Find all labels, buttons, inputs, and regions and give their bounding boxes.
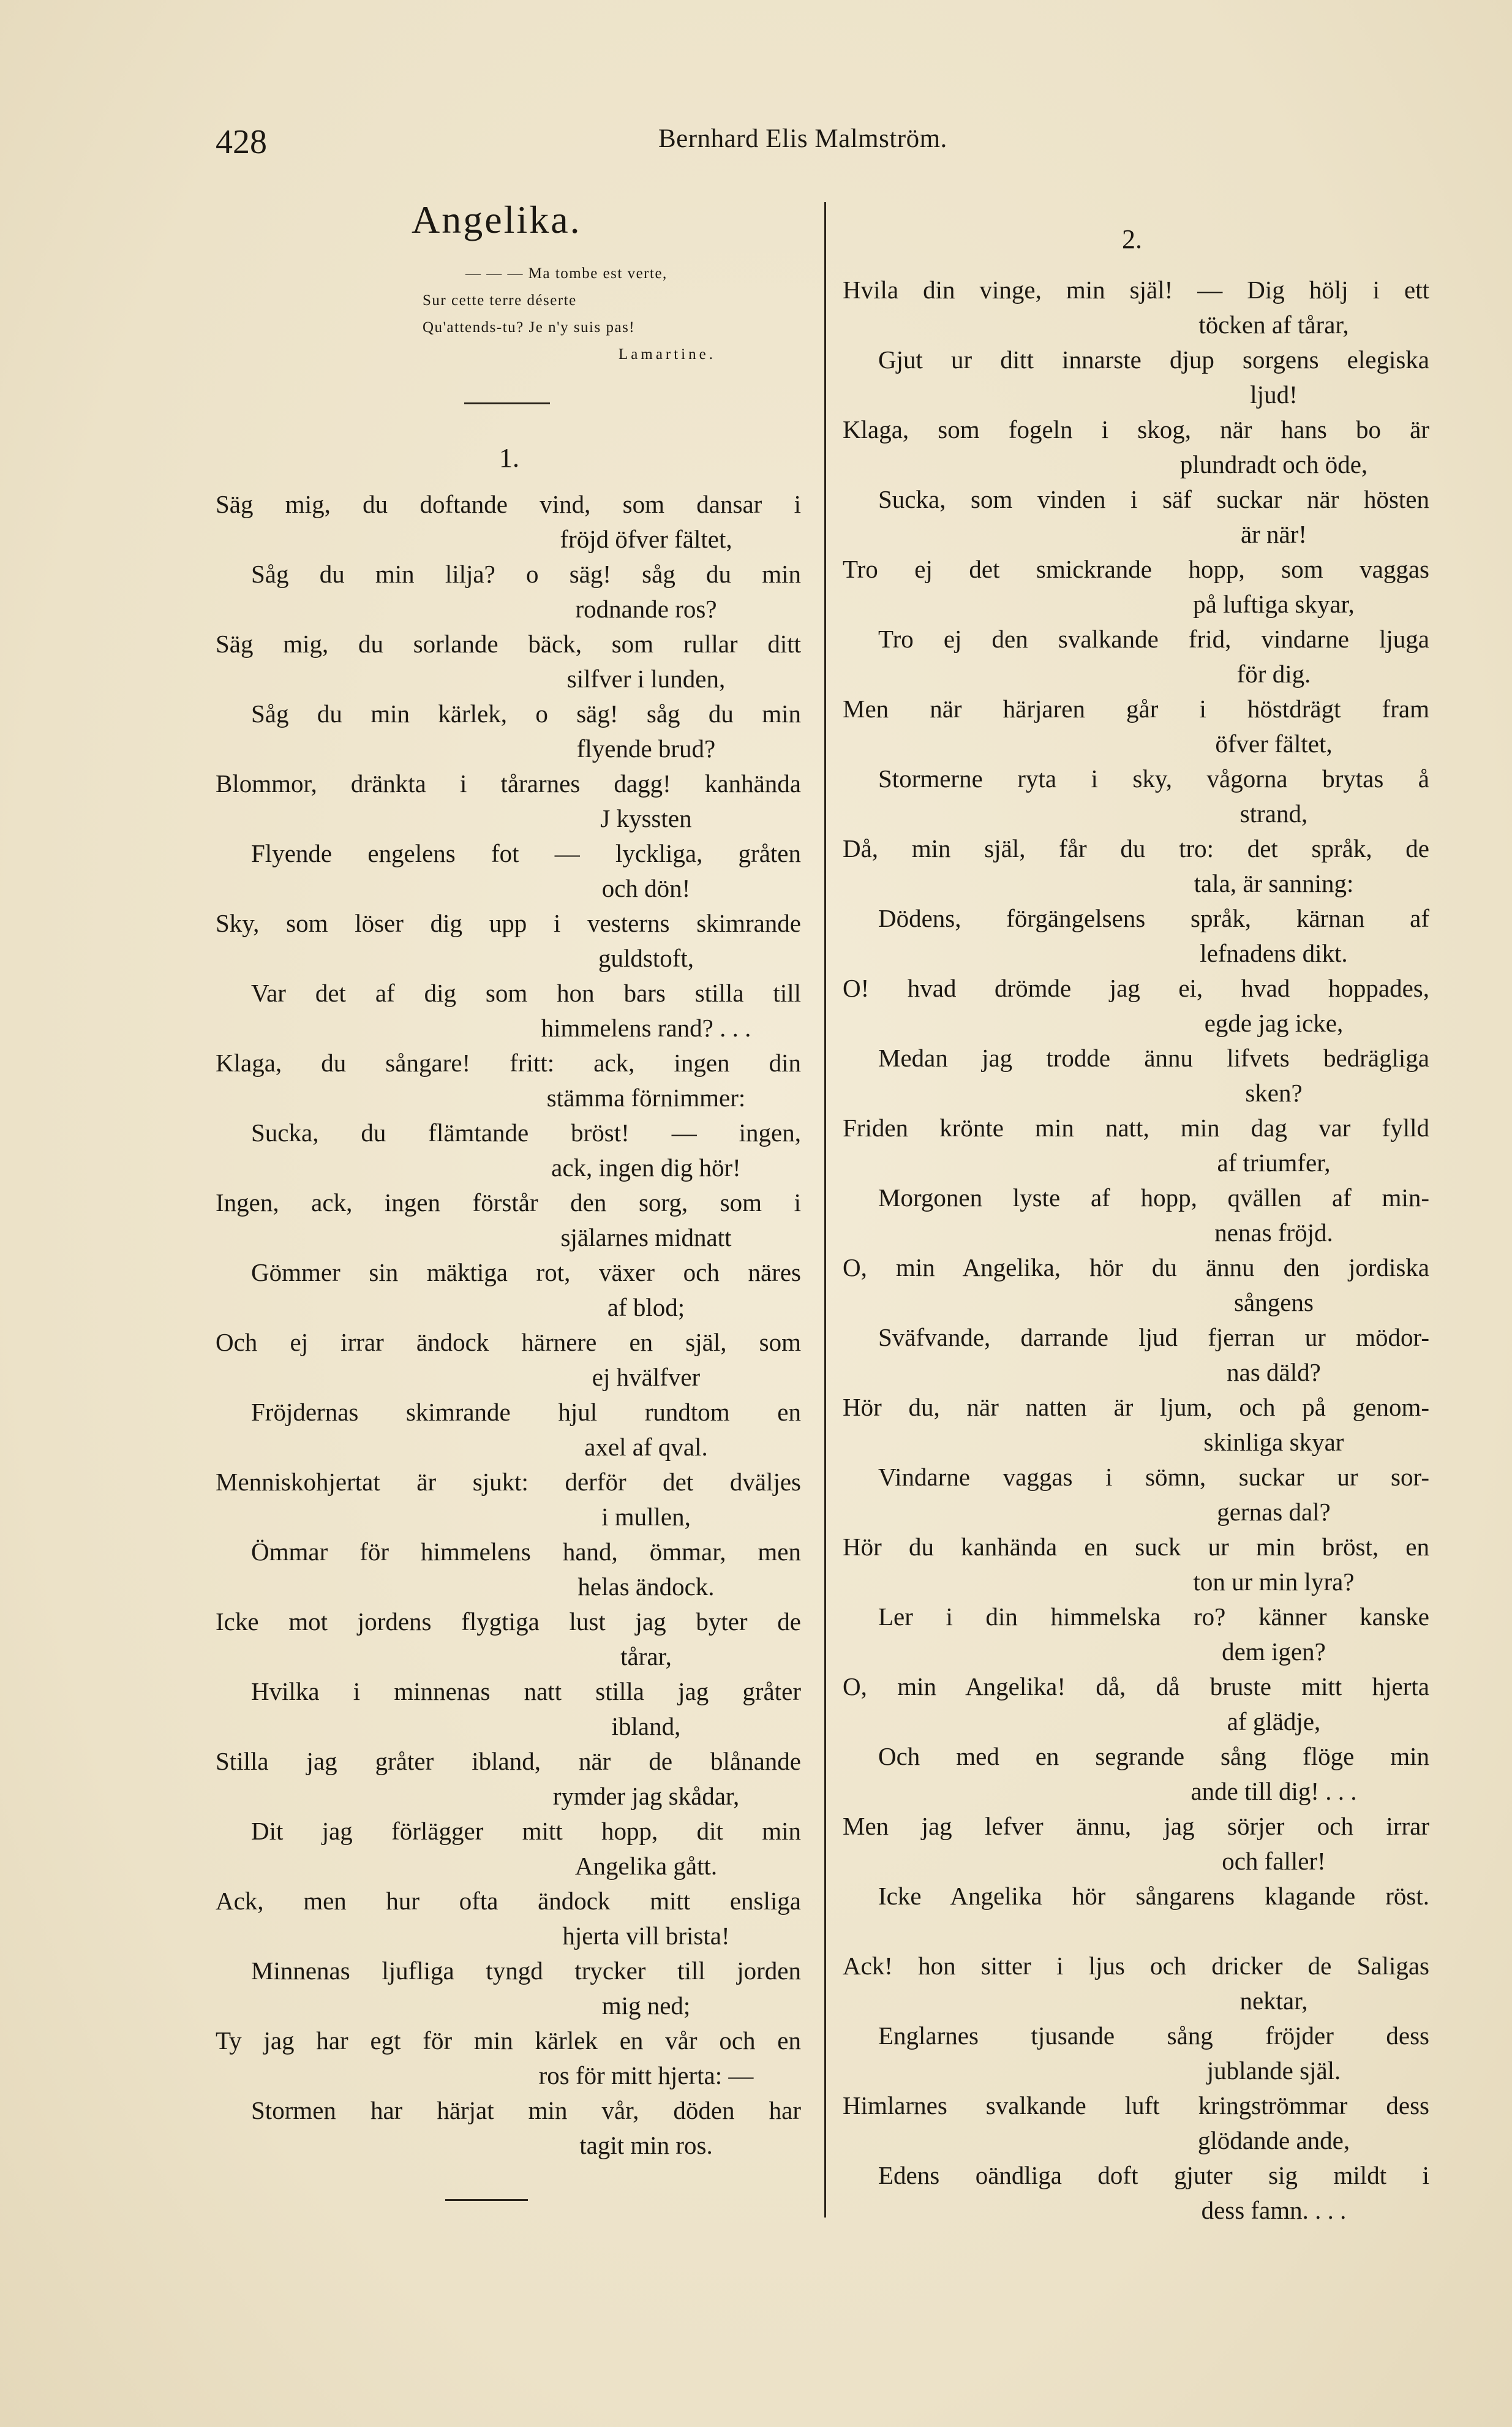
verse-continuation: helas ändock. [577, 1572, 715, 1601]
verse-line: Och med en segrande sång flöge min [878, 1742, 1429, 1770]
verse-continuation: för dig. [1236, 660, 1311, 688]
verse-line: Medan jag trodde ännu lifvets bedrägliga [878, 1044, 1429, 1072]
verse-continuation: töcken af tårar, [1198, 311, 1349, 339]
verse-continuation: fröjd öfver fältet, [560, 525, 732, 553]
section-number: 2. [1122, 224, 1142, 254]
verse-line: Himlarnes svalkande luft kringströmmar dess [843, 2091, 1429, 2119]
verse-continuation: och faller! [1222, 1847, 1326, 1875]
verse-continuation: J kyssten [600, 804, 692, 832]
verse-line: Flyende engelens fot — lyckliga, gråten [251, 839, 801, 867]
verse-continuation: mig ned; [601, 1991, 691, 2020]
verse-line: Klaga, som fogeln i skog, när hans bo är [843, 415, 1429, 444]
section-number: 1. [499, 443, 519, 473]
verse-line: O, min Angelika! då, då bruste mitt hjerta [843, 1672, 1429, 1700]
verse-line: Klaga, du sångare! fritt: ack, ingen din [216, 1049, 801, 1077]
verse-continuation: och dön! [601, 874, 691, 902]
verse-continuation: dess famn. . . . [1201, 2196, 1347, 2224]
verse-continuation: ibland, [611, 1712, 681, 1740]
running-title: Bernhard Elis Malmström. [658, 124, 947, 153]
verse-line: Ack, men hur ofta ändock mitt ensliga [216, 1887, 801, 1915]
verse-continuation: himmelens rand? . . . [541, 1014, 751, 1042]
verse-continuation: af triumfer, [1217, 1149, 1331, 1177]
verse-line: Edens oändliga doft gjuter sig mildt i [878, 2161, 1429, 2189]
verse-line: Säg mig, du doftande vind, som dansar i [216, 490, 801, 518]
verse-line: Sucka, som vinden i säf suckar när hösten [878, 485, 1429, 513]
verse-continuation: i mullen, [601, 1503, 691, 1531]
verse-continuation: rymder jag skådar, [552, 1782, 740, 1810]
verse-line: Englarnes tjusande sång fröjder dess [878, 2021, 1429, 2050]
verse-line: Menniskohjertat är sjukt: derför det dväljes [216, 1468, 801, 1496]
verse-line: Då, min själ, får du tro: det språk, de [843, 834, 1429, 862]
verse-continuation: jublande själ. [1206, 2056, 1341, 2085]
verse-continuation: silfver i lunden, [566, 665, 726, 693]
epigraph-line: Qu'attends-tu? Je n'y suis pas! [423, 319, 636, 336]
verse-line: Hör du kanhända en suck ur min bröst, en [843, 1533, 1429, 1561]
column-divider [824, 202, 826, 2218]
verse-continuation: sångens [1234, 1288, 1314, 1316]
verse-line: O, min Angelika, hör du ännu den jordiska [843, 1253, 1429, 1281]
verse-continuation: af blod; [607, 1293, 685, 1321]
verse-line: Såg du min lilja? o säg! såg du min [251, 560, 801, 588]
verse-line: Ack! hon sitter i ljus och dricker de Saligas [843, 1952, 1429, 1980]
verse-continuation: af glädje, [1227, 1707, 1321, 1735]
verse-continuation: Angelika gått. [574, 1852, 718, 1880]
epigraph-line: Sur cette terre déserte [423, 292, 577, 309]
verse-line: Tro ej det smickrande hopp, som vaggas [843, 555, 1429, 583]
verse-continuation: nas däld? [1227, 1358, 1321, 1386]
verse-line: Hvilka i minnenas natt stilla jag gråter [251, 1677, 801, 1705]
verse-line: Blommor, dränkta i tårarnes dagg! kanhända [216, 769, 801, 798]
epigraph [423, 260, 790, 368]
verse-line: Vindarne vaggas i sömn, suckar ur sor- [878, 1463, 1429, 1491]
verse-line: Men när härjaren går i höstdrägt fram [843, 695, 1429, 723]
verse-continuation: egde jag icke, [1204, 1009, 1344, 1037]
verse-continuation: öfver fältet, [1215, 730, 1333, 758]
verse-line: Sucka, du flämtande bröst! — ingen, [251, 1119, 801, 1147]
verse-line: Ler i din himmelska ro? känner kanske [878, 1602, 1429, 1631]
verse-line: Stormerne ryta i sky, vågorna brytas å [878, 764, 1429, 793]
verse-line: Ty jag har egt för min kärlek en vår och en [216, 2026, 801, 2055]
verse-continuation: ros för mitt hjerta: — [538, 2061, 754, 2089]
verse-line: Friden krönte min natt, min dag var fylld [843, 1114, 1429, 1142]
verse-continuation: lefnadens dikt. [1200, 939, 1348, 967]
verse-continuation: tala, är sanning: [1194, 869, 1354, 897]
verse-line: Hör du, när natten är ljum, och på genom- [843, 1393, 1429, 1421]
verse-line: Minnenas ljufliga tyngd trycker till jorden [251, 1957, 801, 1985]
verse-continuation: är när! [1240, 520, 1307, 548]
verse-line: Tro ej den svalkande frid, vindarne ljuga [878, 625, 1429, 653]
verse-line: Gjut ur ditt innarste djup sorgens elegiska [878, 345, 1429, 374]
verse-line: Gömmer sin mäktiga rot, växer och näres [251, 1258, 801, 1286]
verse-continuation: ack, ingen dig hör! [551, 1153, 741, 1182]
epigraph-author: Lamartine. [619, 346, 716, 363]
title-separator [464, 402, 550, 404]
verse-line: Fröjdernas skimrande hjul rundtom en [251, 1398, 801, 1426]
verse-line: Dit jag förlägger mitt hopp, dit min [251, 1817, 801, 1845]
verse-line: Sky, som löser dig upp i vesterns skimrande [216, 909, 801, 937]
verse-line: Icke Angelika hör sångarens klagande röst. [878, 1882, 1429, 1910]
verse-continuation: dem igen? [1222, 1637, 1326, 1666]
epigraph-line: — — — Ma tombe est verte, [465, 265, 668, 282]
verse-line: Dödens, förgängelsens språk, kärnan af [878, 904, 1429, 932]
page-number: 428 [216, 123, 267, 161]
verse-line: Morgonen lyste af hopp, qvällen af min- [878, 1183, 1429, 1212]
verse-line: Icke mot jordens flygtiga lust jag byter de [216, 1607, 801, 1636]
verse-line: Stilla jag gråter ibland, när de blånande [216, 1747, 801, 1775]
verse-continuation: själarnes midnatt [560, 1223, 732, 1251]
verse-line: Såg du min kärlek, o säg! såg du min [251, 700, 801, 728]
end-rule [445, 2199, 528, 2201]
verse-continuation: ljud! [1250, 380, 1298, 409]
verse-continuation: flyende brud? [576, 734, 716, 763]
verse-line: Ingen, ack, ingen förstår den sorg, som i [216, 1188, 801, 1217]
poem-title: Angelika. [412, 198, 582, 241]
verse-continuation: ton ur min lyra? [1193, 1568, 1355, 1596]
verse-continuation: nenas fröjd. [1214, 1218, 1333, 1247]
verse-line: Säg mig, du sorlande bäck, som rullar ditt [216, 630, 801, 658]
verse-continuation: ande till dig! . . . [1190, 1777, 1357, 1805]
verse-line: Men jag lefver ännu, jag sörjer och irrar [843, 1812, 1429, 1840]
verse-line: Och ej irrar ändock härnere en själ, som [216, 1328, 801, 1356]
verse-continuation: skinliga skyar [1203, 1428, 1344, 1456]
verse-continuation: gernas dal? [1217, 1498, 1331, 1526]
verse-line: Sväfvande, darrande ljud fjerran ur mödor- [878, 1323, 1429, 1351]
verse-continuation: hjerta vill brista! [562, 1922, 730, 1950]
verse-line: Stormen har härjat min vår, döden har [251, 2096, 801, 2124]
verse-continuation: på luftiga skyar, [1193, 590, 1355, 618]
verse-continuation: strand, [1239, 799, 1308, 828]
verse-continuation: sken? [1245, 1079, 1303, 1107]
verse-continuation: rodnande ros? [575, 595, 717, 623]
verse-continuation: tårar, [620, 1642, 672, 1670]
verse-continuation: stämma förnimmer: [546, 1084, 746, 1112]
verse-continuation: guldstoft, [598, 944, 694, 972]
verse-continuation: plundradt och öde, [1179, 450, 1368, 478]
verse-continuation: ej hvälfver [592, 1363, 701, 1391]
verse-continuation: axel af qval. [584, 1433, 708, 1461]
verse-line: Hvila din vinge, min själ! — Dig hölj i ett [843, 276, 1429, 304]
verse-line: Var det af dig som hon bars stilla till [251, 979, 801, 1007]
verse-line: O! hvad drömde jag ei, hvad hoppades, [843, 974, 1429, 1002]
verse-continuation: nektar, [1239, 1987, 1308, 2015]
verse-continuation: tagit min ros. [579, 2131, 713, 2159]
verse-line: Ömmar för himmelens hand, ömmar, men [251, 1538, 801, 1566]
verse-continuation: glödande ande, [1197, 2126, 1350, 2154]
